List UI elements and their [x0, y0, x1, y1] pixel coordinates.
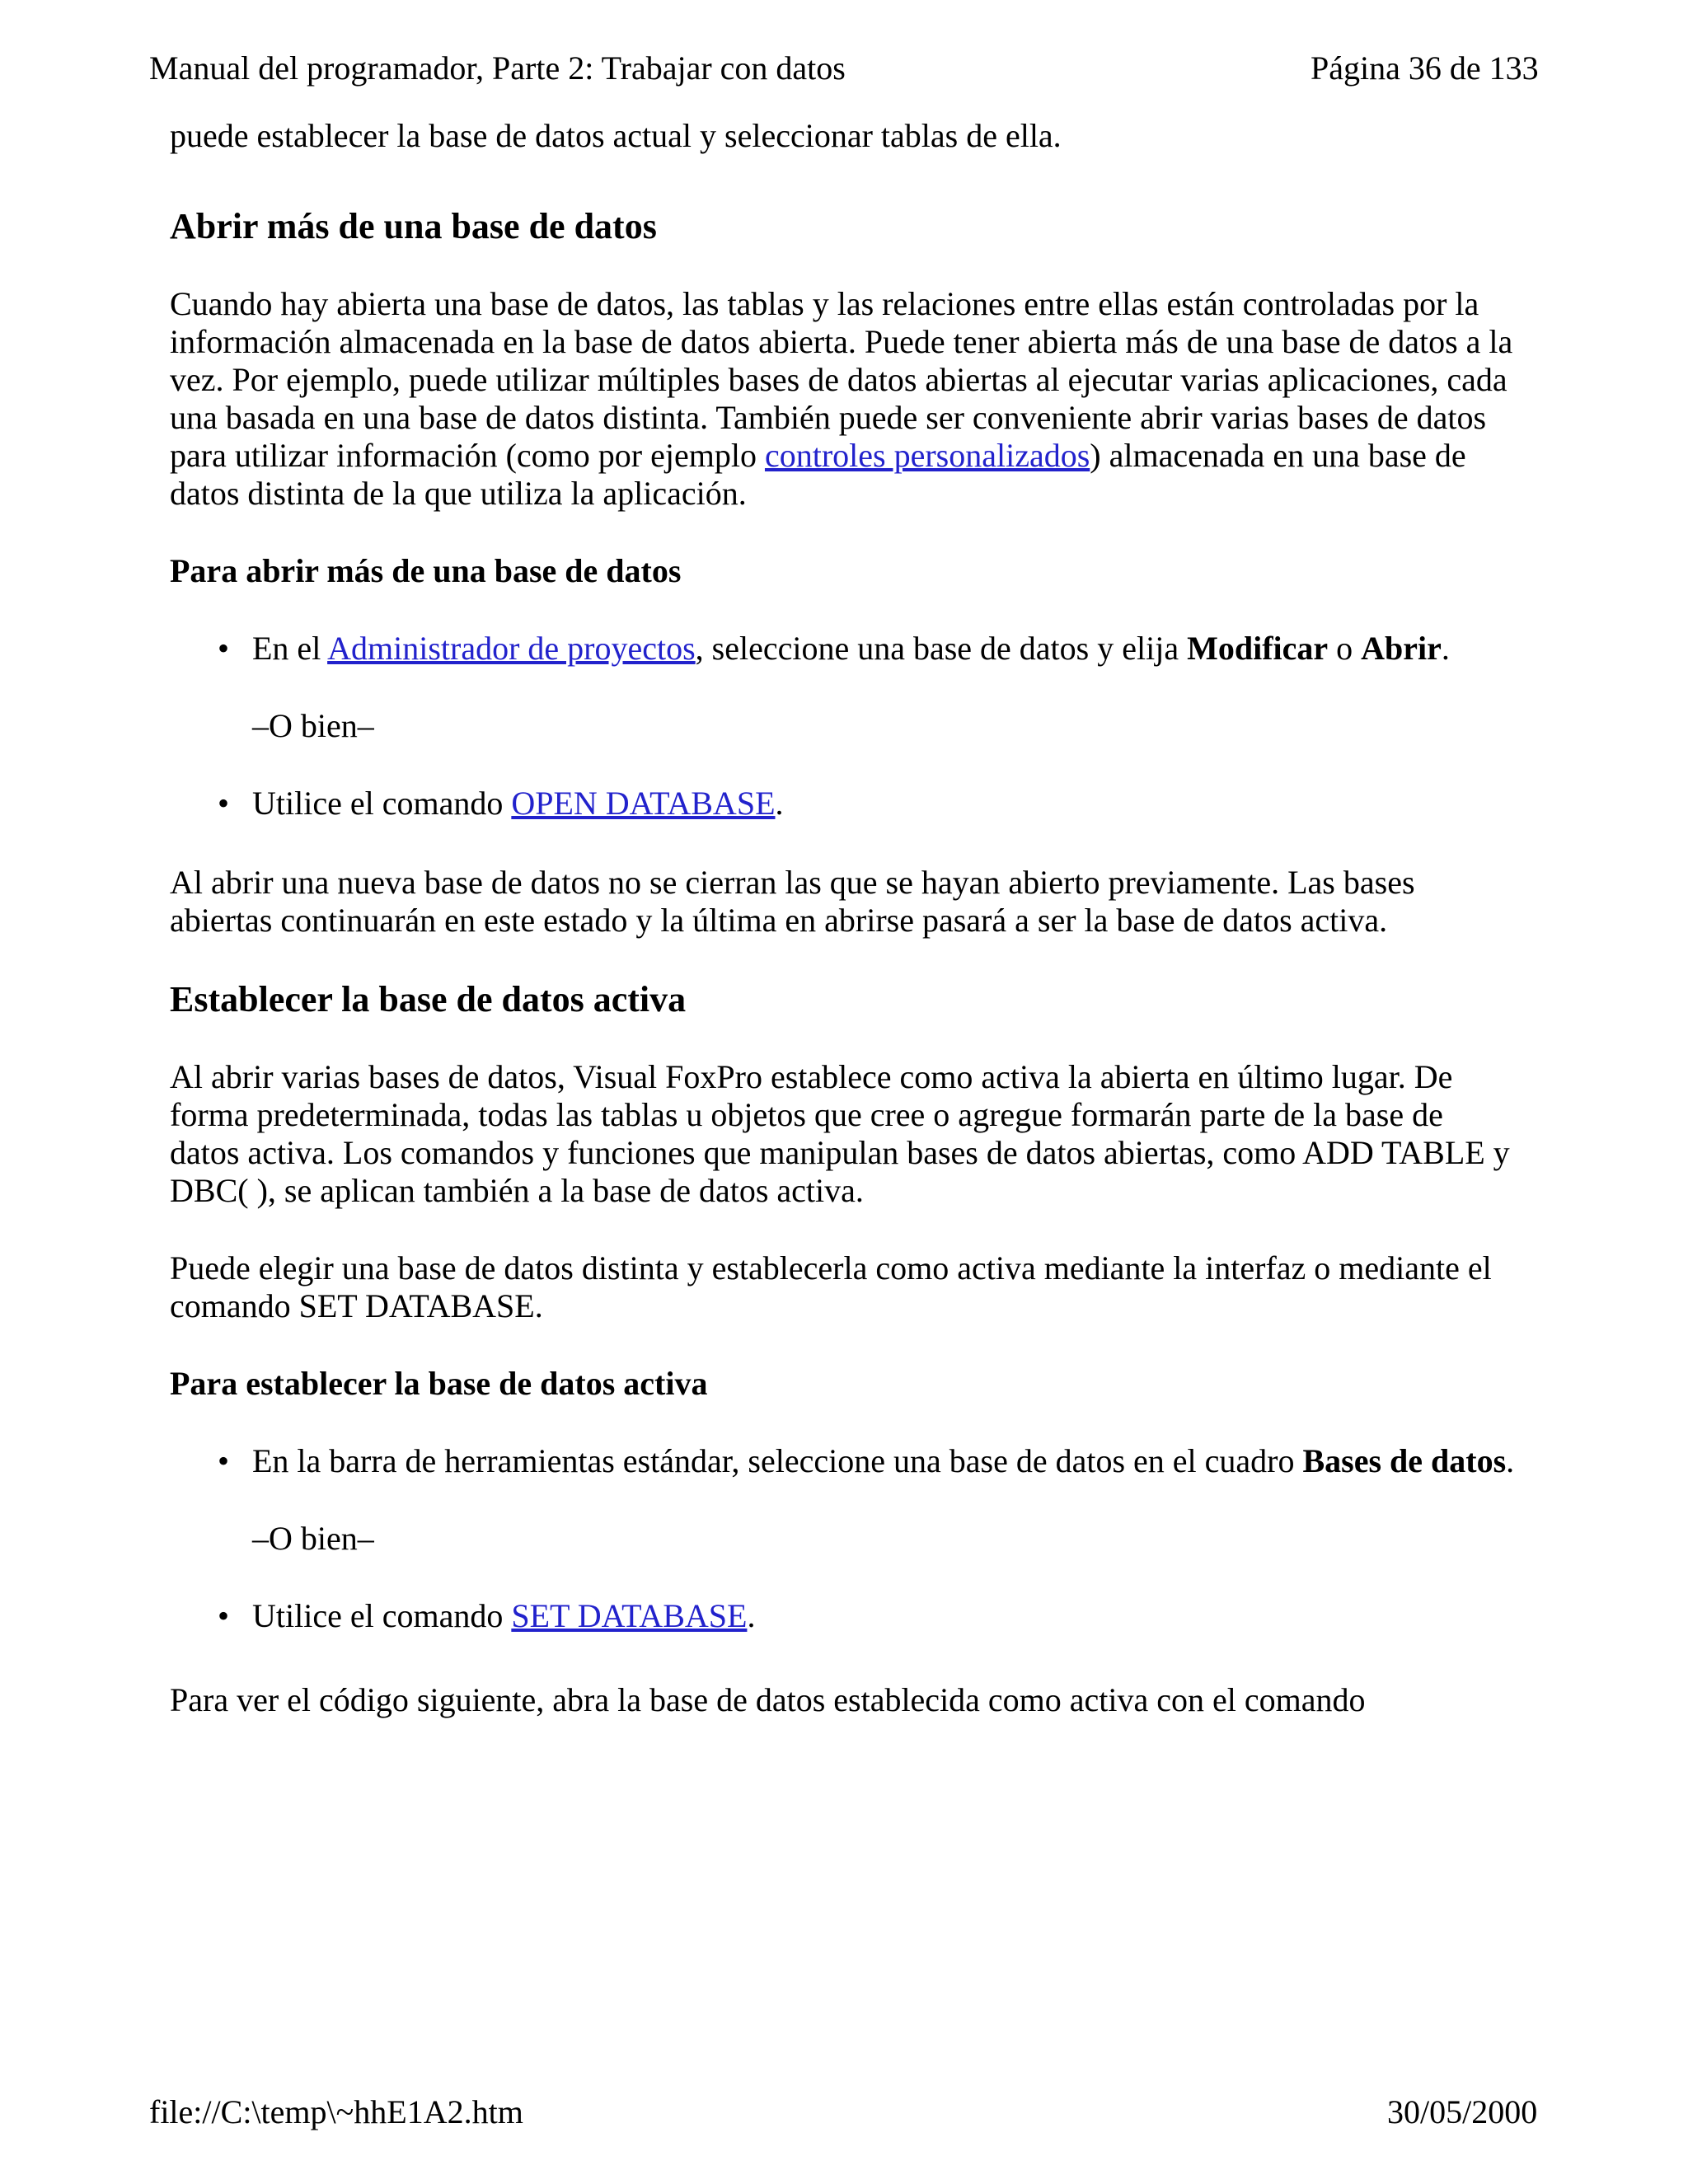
section2-paragraph-2: Puede elegir una base de datos distinta y establecerla como activa mediante la interfaz o mediante el comando SET DATABASE.	[170, 1249, 1492, 1324]
page-header-title: Manual del programador, Parte 2: Trabajar con datos	[149, 49, 846, 87]
bullet-dot: •	[218, 785, 230, 822]
procedure-title-active: Para establecer la base de datos activa	[170, 1365, 708, 1402]
clipped-bottom-line: Para ver el código siguiente, abra la base de datos establecida como activa con el comando	[170, 1681, 1366, 1718]
or-separator: –O bien–	[252, 707, 374, 744]
bullet-item-project-manager: En el Administrador de proyectos, seleccione una base de datos y elija Modificar o Abrir.	[252, 630, 1450, 667]
section1-paragraph: Cuando hay abierta una base de datos, las tablas y las relaciones entre ellas están controladas por la información almacenada en la base de datos abierta. Puede tener abierta más de una base de datos a la vez. Por ejemplo, puede utilizar múltiples bases de datos abiertas al ejecutar varias aplicaciones, cada una basada en una base de datos distinta. También puede ser conveniente abrir varias bases de datos para utilizar información (como por ejemplo controles personalizados) almacenada en una base de datos distinta de la que utiliza la aplicación.	[170, 285, 1513, 512]
link-open-database[interactable]: OPEN DATABASE	[511, 785, 776, 822]
bullet-dot: •	[218, 630, 230, 667]
clipped-top-line: puede establecer la base de datos actual y seleccionar tablas de ella.	[170, 117, 1062, 154]
bullet-dot: •	[218, 1597, 230, 1634]
bullet-dot: •	[218, 1442, 230, 1479]
bullet-item-set-database: Utilice el comando SET DATABASE.	[252, 1597, 756, 1634]
bullet-item-toolbar: En la barra de herramientas estándar, seleccione una base de datos en el cuadro Bases de datos.	[252, 1442, 1515, 1479]
section-heading-open-multiple: Abrir más de una base de datos	[170, 206, 657, 246]
or-separator: –O bien–	[252, 1520, 374, 1557]
footer-file-path: file://C:\temp\~hhE1A2.htm	[149, 2093, 523, 2130]
link-controles-personalizados[interactable]: controles personalizados	[764, 437, 1090, 474]
bullet-item-open-database: Utilice el comando OPEN DATABASE.	[252, 785, 784, 822]
section1-closing-paragraph: Al abrir una nueva base de datos no se cierran las que se hayan abierto previamente. Las bases abiertas continuarán en este estado y la última en abrirse pasará a ser la base de datos activa.	[170, 864, 1415, 939]
link-administrador-proyectos[interactable]: Administrador de proyectos	[327, 630, 696, 667]
footer-date: 30/05/2000	[1387, 2093, 1538, 2130]
link-set-database[interactable]: SET DATABASE	[511, 1597, 748, 1634]
section2-paragraph-1: Al abrir varias bases de datos, Visual FoxPro establece como activa la abierta en último lugar. De forma predeterminada, todas las tablas u objetos que cree o agregue formarán parte de la base de datos activa. Los comandos y funciones que manipulan bases de datos abiertas, como ADD TABLE y DBC( ), se aplican también a la base de datos activa.	[170, 1058, 1510, 1209]
page-number: Página 36 de 133	[1311, 49, 1539, 87]
section-heading-active-database: Establecer la base de datos activa	[170, 979, 687, 1019]
procedure-title-open: Para abrir más de una base de datos	[170, 552, 682, 589]
